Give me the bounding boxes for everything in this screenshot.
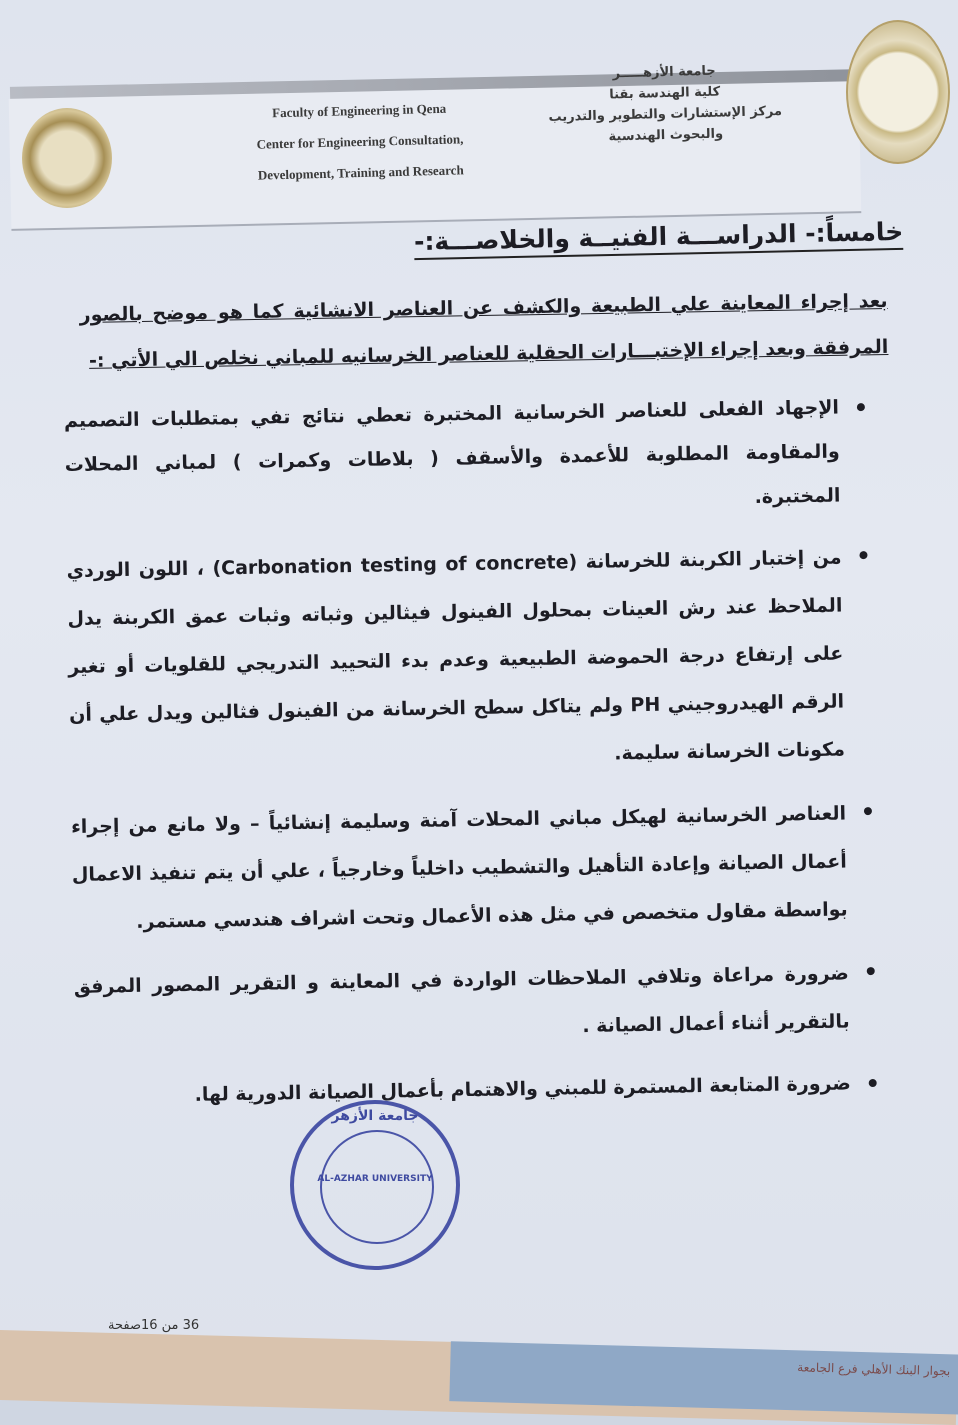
- list-item: [66, 533, 873, 787]
- bullet-icon: [859, 551, 867, 559]
- stamp-arabic-text: جامعة الأزهر: [331, 1108, 419, 1124]
- list-item: [64, 385, 869, 531]
- list-item: [71, 789, 876, 947]
- list-item: [73, 949, 878, 1059]
- university-stamp: [290, 1100, 460, 1270]
- list-item-text: ضرورة المتابعة المستمرة للمبني والاهتمام بأعمال الصيانة الدورية لها.: [194, 1072, 851, 1106]
- letterhead-line: مركز الإستشارات والتطوير والتدريب: [548, 103, 783, 126]
- al-azhar-logo: [846, 20, 950, 164]
- section-title: خامساً:- الدراســـة الفنيــة والخلاصـــة:-: [413, 217, 903, 260]
- letterhead-line: جامعة الأزهـــــر: [612, 63, 716, 82]
- letterhead-line: Center for Engineering Consultation,: [256, 131, 464, 152]
- letterhead-line: كلية الهندسة بقنا: [609, 84, 721, 103]
- list-item-text: ضرورة مراعاة وتلافي الملاحظات الواردة في المعاينة و التقرير المصور المرفق بالتقرير أثناء أعمال الصيانة .: [73, 962, 850, 1038]
- footer-address: بجوار البنك الأهلي فرع الجامعة: [449, 1341, 958, 1415]
- list-item-text: من إختبار الكربنة للخرسانة (Carbonation testing of concrete) ، اللون الوردي الملاحظ عند رش العينات بمحلول الفينول فيثالين وثباته وثبات عمق الكربنة يدل على إرتفاع درجة الحموضة الطبيعية وعدم بدء التحييد التدريجي للقلويات أو تغير الرقم الهيدروجيني PH ولم يتاكل سطح الخرسانة من الفينول فثالين ويدل علي أن مكونات الخرسانة سليمة.: [66, 546, 846, 765]
- page-number: 36 من 16صفحة: [108, 1318, 200, 1333]
- bullet-icon: [869, 1079, 877, 1087]
- letterhead-line: والبحوث الهندسية: [608, 126, 724, 145]
- stamp-emblem: [320, 1130, 434, 1244]
- findings-list: [64, 385, 880, 1135]
- stamp-english-text: AL-AZHAR UNIVERSITY: [317, 1174, 433, 1184]
- english-letterhead: [224, 91, 496, 191]
- list-item-text: العناصر الخرسانية لهيكل مباني المحلات آمنة وسليمة إنشائياً – ولا مانع من إجراء أعمال الصيانة وإعادة التأهيل والتشطيب داخلياً وخارجياً ، علي أن يتم تنفيذ الاعمال بواسطة مقاول متخصص في مثل هذه الأعمال وتحت اشراف هندسي مستمر.: [70, 802, 848, 933]
- bullet-icon: [867, 967, 875, 975]
- faculty-logo: [22, 108, 112, 208]
- bullet-icon: [857, 403, 865, 411]
- bullet-icon: [864, 807, 872, 815]
- intro-paragraph: بعد إجراء المعاينة علي الطبيعة والكشف عن العناصر الانشائية كما هو موضح بالصور المرفقة وبعد إجراء الإختبـــارات الحقلية للعناصر الخرسانيه للمباني نخلص الي الأتي :-: [79, 289, 889, 372]
- letterhead-line: Faculty of Engineering in Qena: [271, 100, 447, 121]
- list-item: [75, 1061, 879, 1119]
- letterhead-line: Development, Training and Research: [257, 162, 464, 183]
- arabic-letterhead: [544, 59, 786, 149]
- list-item-text: الإجهاد الفعلى للعناصر الخرسانية المختبرة تعطي نتائج تفي بمتطلبات التصميم والمقاومة المطلوبة للأعمدة والأسقف ( بلاطات وكمرات ) لمباني المحلات المختبرة.: [63, 396, 841, 509]
